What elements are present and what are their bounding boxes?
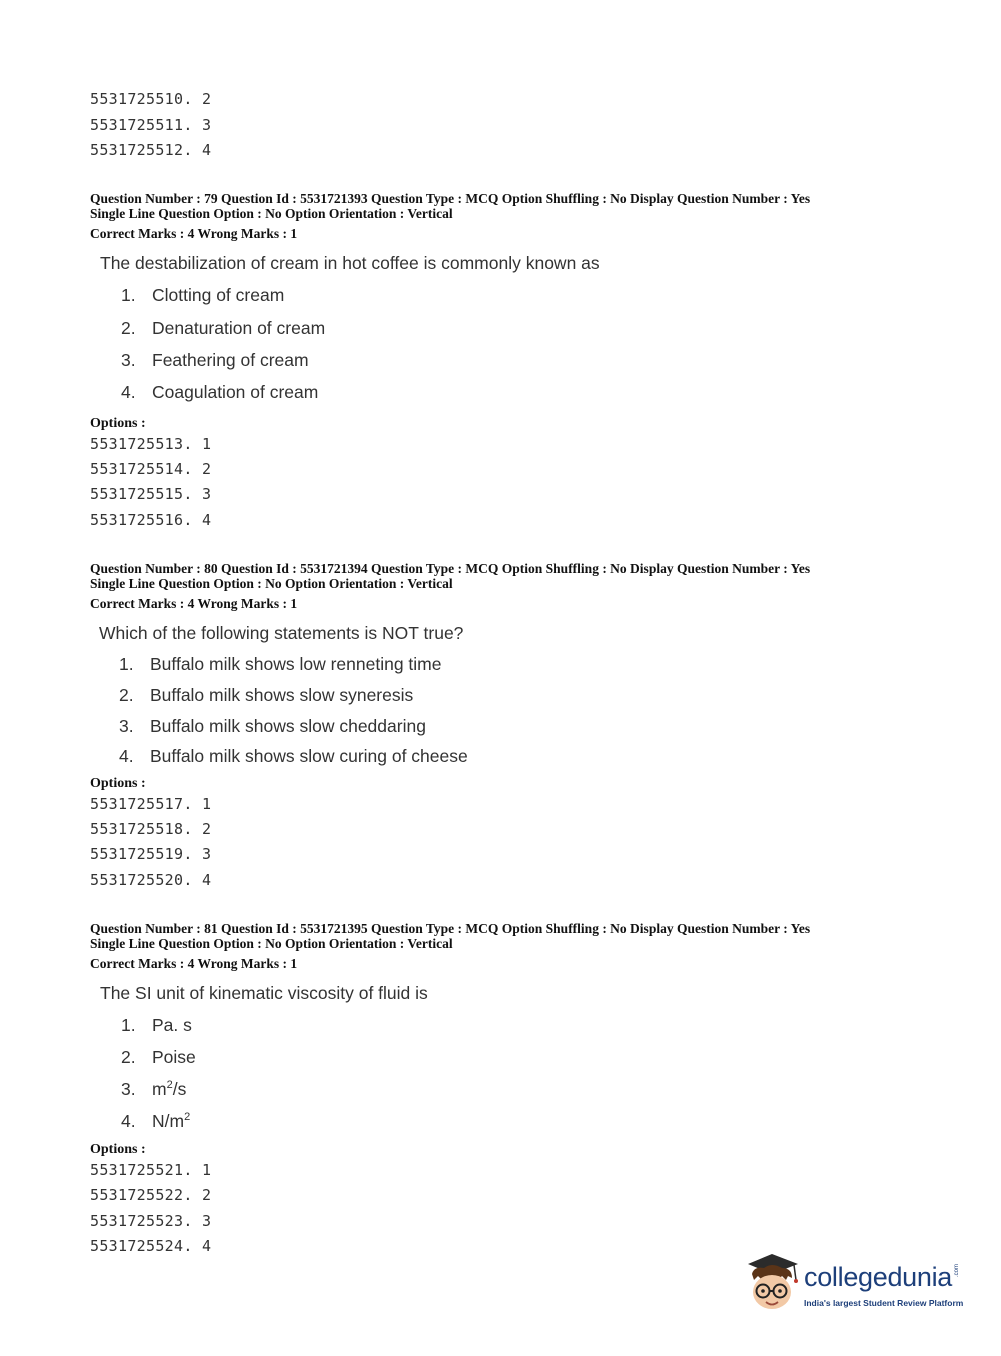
answer-choice: 3. $m^2/s$	[121, 1079, 187, 1099]
question-meta-line1: Question Number : 81 Question Id : 5531721395 Question Type : MCQ Option Shuffling : No Display Question Number : Yes	[90, 921, 811, 936]
answer-choice: 4. Coagulation of cream	[121, 382, 319, 402]
logo-wordmark: collegedunia	[804, 1262, 953, 1292]
option-id-line: 5531725523. 3	[90, 1212, 212, 1230]
question-meta-line2: Single Line Question Option : No Option Orientation : Vertical	[90, 576, 453, 591]
question-meta-line2: Single Line Question Option : No Option Orientation : Vertical	[90, 936, 453, 951]
question-text: The SI unit of kinematic viscosity of fluid is	[100, 983, 428, 1003]
answer-choice: 2. Poise	[121, 1047, 196, 1067]
logo-domain: .com	[954, 1264, 960, 1278]
option-id-line: 5531725517. 1	[90, 795, 212, 813]
option-id-line: 5531725518. 2	[90, 820, 212, 838]
option-id-line: 5531725511. 3	[90, 116, 212, 134]
question-text: Which of the following statements is NOT true?	[99, 623, 464, 643]
question-meta-line2: Single Line Question Option : No Option Orientation : Vertical	[90, 206, 453, 221]
option-id-line: 5531725524. 4	[90, 1237, 212, 1255]
options-label: Options :	[90, 416, 146, 431]
options-label: Options :	[90, 776, 146, 791]
answer-choice: 3. Feathering of cream	[121, 350, 309, 370]
option-id-line: 5531725515. 3	[90, 485, 212, 503]
option-id-line: 5531725522. 2	[90, 1186, 212, 1204]
option-id-line: 5531725520. 4	[90, 871, 212, 889]
answer-choice: 2. Buffalo milk shows slow syneresis	[119, 685, 414, 705]
question-marks: Correct Marks : 4 Wrong Marks : 1	[90, 956, 298, 971]
collegedunia-logo[interactable]	[742, 1250, 972, 1320]
option-id-line: 5531725521. 1	[90, 1161, 212, 1179]
option-id-line: 5531725512. 4	[90, 141, 212, 159]
answer-choice: 1. Clotting of cream	[121, 285, 285, 305]
option-id-line: 5531725510. 2	[90, 90, 212, 108]
question-text: The destabilization of cream in hot coffee is commonly known as	[100, 253, 600, 273]
mascot-icon	[742, 1250, 802, 1314]
answer-choice: 4. $N/m^2$	[121, 1111, 191, 1131]
answer-choice: 1. Buffalo milk shows low renneting time	[119, 654, 442, 674]
options-label: Options :	[90, 1142, 146, 1157]
answer-choice: 3. Buffalo milk shows slow cheddaring	[119, 716, 426, 736]
option-id-line: 5531725513. 1	[90, 435, 212, 453]
option-id-line: 5531725516. 4	[90, 511, 212, 529]
question-meta-line1: Question Number : 80 Question Id : 5531721394 Question Type : MCQ Option Shuffling : No Display Question Number : Yes	[90, 561, 811, 576]
logo-tagline: India's largest Student Review Platform	[804, 1298, 964, 1308]
question-marks: Correct Marks : 4 Wrong Marks : 1	[90, 226, 298, 241]
question-meta-line1: Question Number : 79 Question Id : 5531721393 Question Type : MCQ Option Shuffling : No Display Question Number : Yes	[90, 191, 811, 206]
option-id-line: 5531725514. 2	[90, 460, 212, 478]
answer-choice: 4. Buffalo milk shows slow curing of cheese	[119, 746, 468, 766]
answer-choice: 1. Pa. s	[121, 1015, 192, 1035]
option-id-line: 5531725519. 3	[90, 845, 212, 863]
answer-choice: 2. Denaturation of cream	[121, 318, 326, 338]
question-marks: Correct Marks : 4 Wrong Marks : 1	[90, 596, 298, 611]
